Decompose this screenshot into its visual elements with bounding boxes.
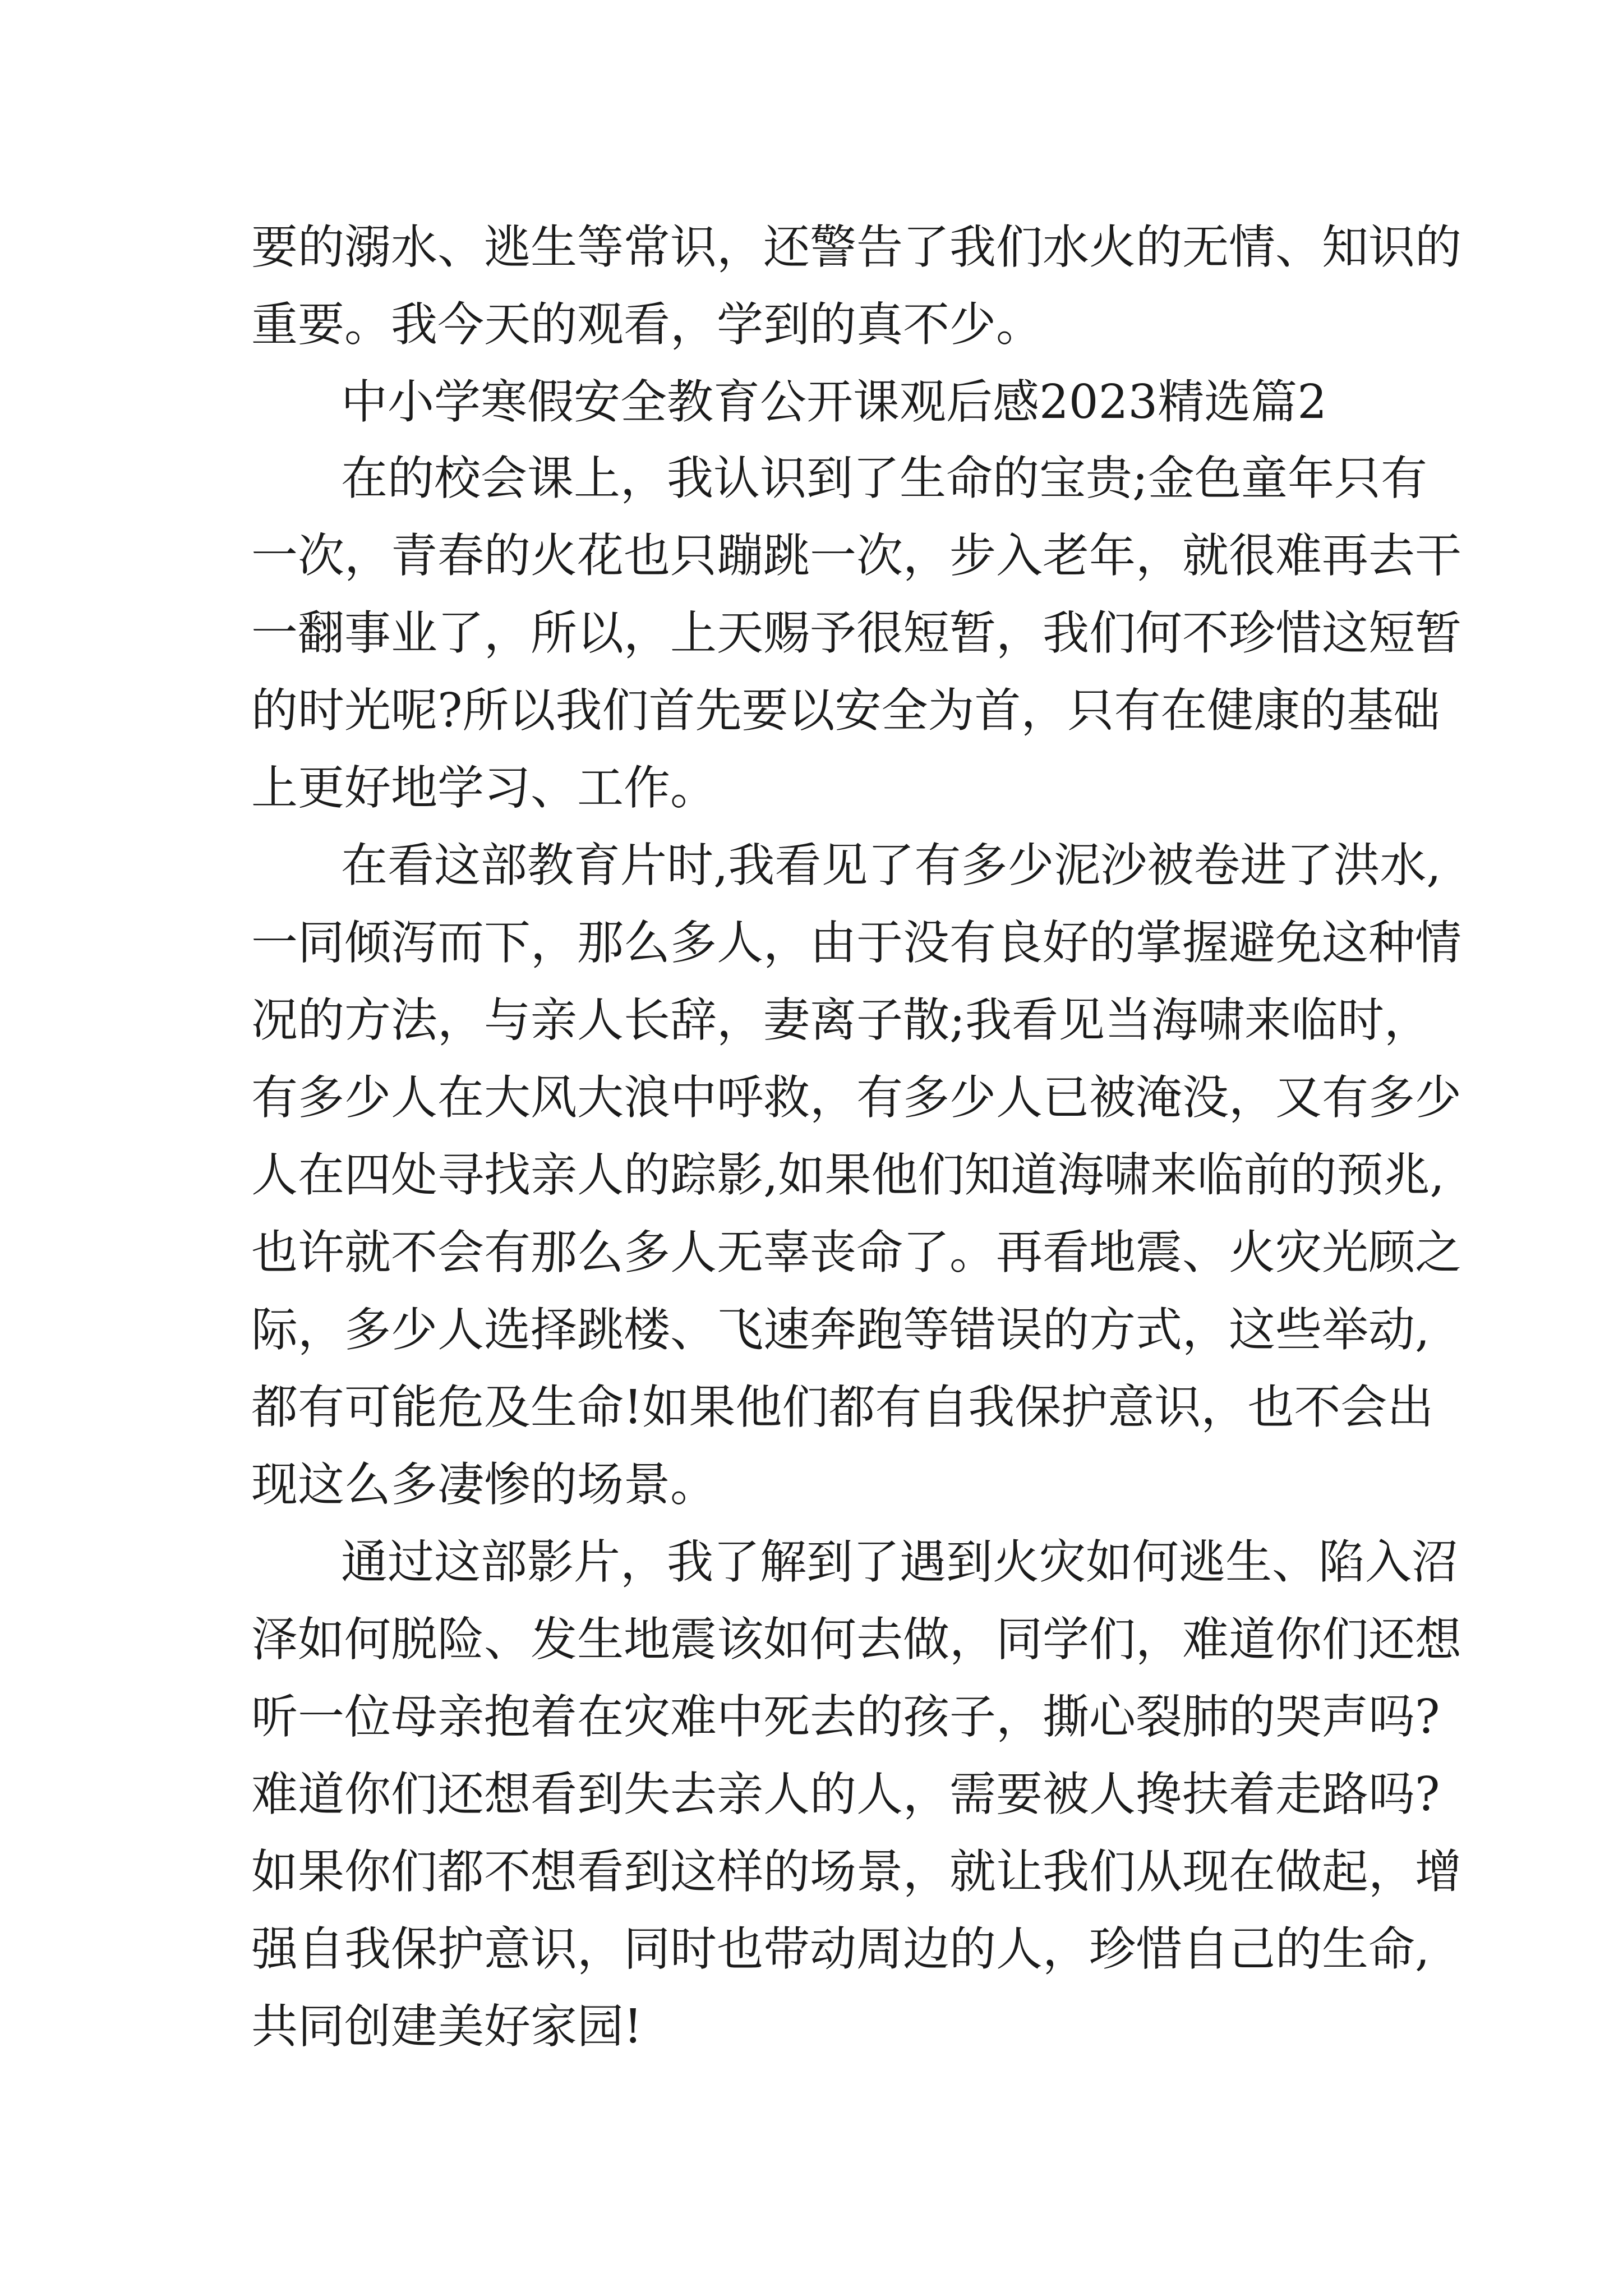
body-text-line: 难道你们还想看到失去亲人的人，需要被人搀扶着走路吗?: [251, 1767, 1440, 1821]
body-text-line: 共同创建美好家园!: [251, 1999, 643, 2054]
body-text-line: 都有可能危及生命!如果他们都有自我保护意识，也不会出: [251, 1380, 1434, 1434]
body-text-line: 一次，青春的火花也只蹦跳一次，步入老年，就很难再去干: [251, 528, 1461, 583]
body-text-line: 在看这部教育片时,我看见了有多少泥沙被卷进了洪水,: [341, 838, 1441, 892]
body-text-line: 要的溺水、逃生等常识，还警告了我们水火的无情、知识的: [251, 220, 1461, 274]
body-text-line: 如果你们都不想看到这样的场景，就让我们从现在做起，增: [251, 1844, 1461, 1899]
body-text-line: 一同倾泻而下，那么多人，由于没有良好的掌握避免这种情: [251, 915, 1461, 970]
body-text-line: 泽如何脱险、发生地震该如何去做，同学们，难道你们还想: [251, 1612, 1461, 1667]
body-text-line: 一翻事业了，所以，上天赐予很短暂，我们何不珍惜这短暂: [251, 606, 1461, 660]
body-text-line: 也许就不会有那么多人无辜丧命了。再看地震、火灾光顾之: [251, 1225, 1461, 1280]
body-text-line: 强自我保护意识，同时也带动周边的人，珍惜自己的生命,: [251, 1922, 1430, 1976]
body-text-line: 上更好地学习、工作。: [251, 761, 717, 815]
body-text-line: 人在四处寻找亲人的踪影,如果他们知道海啸来临前的预兆,: [251, 1148, 1445, 1202]
body-text-line: 在的校会课上，我认识到了生命的宝贵;金色童年只有: [341, 451, 1427, 505]
body-text-line: 重要。我今天的观看，学到的真不少。: [251, 297, 1043, 352]
body-text-line: 听一位母亲抱着在灾难中死去的孩子，撕心裂肺的哭声吗?: [251, 1690, 1440, 1744]
body-text-line: 有多少人在大风大浪中呼救，有多少人已被淹没，又有多少: [251, 1070, 1461, 1125]
body-text-line: 况的方法，与亲人长辞，妻离子散;我看见当海啸来临时，: [251, 993, 1431, 1047]
section-heading: 中小学寒假安全教育公开课观后感2023精选篇2: [341, 375, 1327, 429]
body-text-line: 通过这部影片，我了解到了遇到火灾如何逃生、陷入沼: [341, 1535, 1458, 1589]
body-text-line: 际，多少人选择跳楼、飞速奔跑等错误的方式，这些举动,: [251, 1303, 1430, 1357]
body-text-line: 现这么多凄惨的场景。: [251, 1457, 717, 1512]
body-text-line: 的时光呢?所以我们首先要以安全为首，只有在健康的基础: [251, 683, 1440, 738]
